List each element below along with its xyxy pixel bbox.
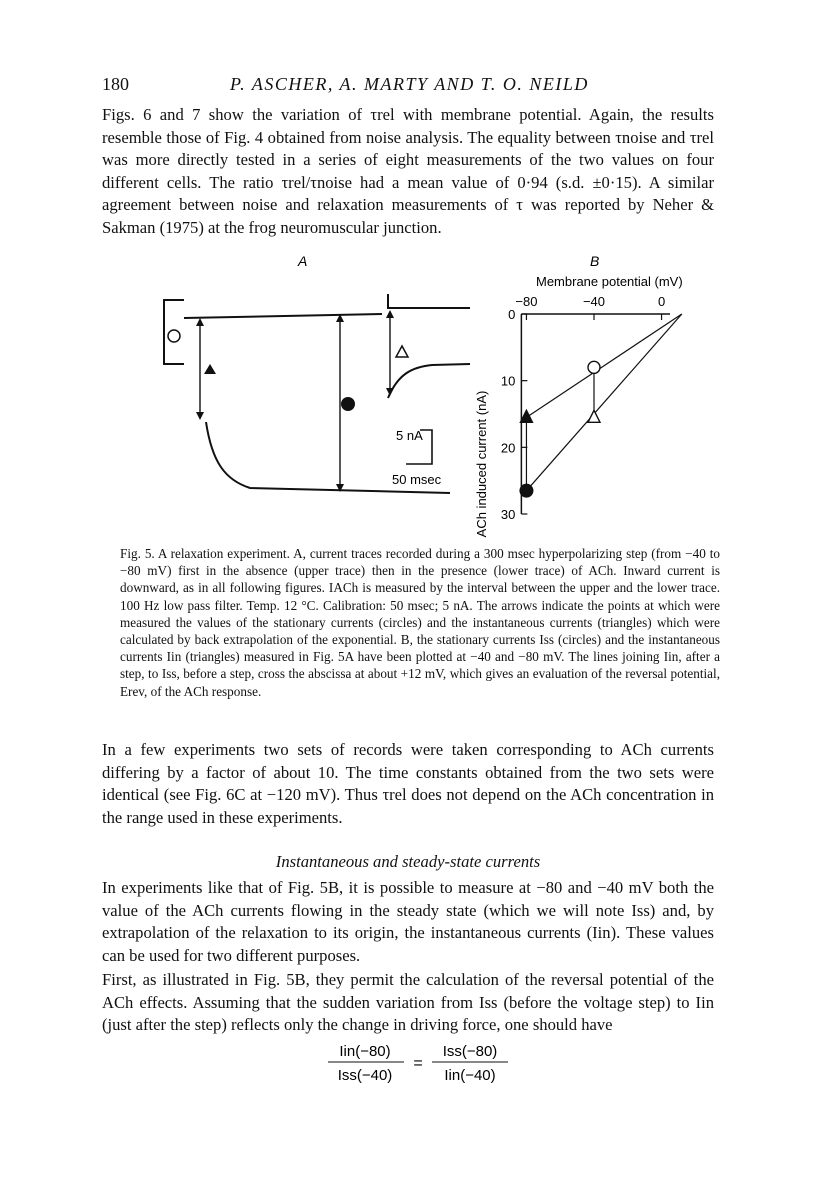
panel-a-traces xyxy=(164,294,470,493)
page-header xyxy=(0,74,816,100)
eq-den-left: Iss(−40) xyxy=(337,1067,393,1084)
iss-point xyxy=(588,361,600,373)
plot-b xyxy=(501,294,682,522)
eq-num-left: Iin(−80) xyxy=(339,1043,391,1060)
triangle-marker-open xyxy=(396,346,408,357)
paragraph-4: First, as illustrated in Fig. 5B, they permit the calculation of the reversal potential of the ACh effects. Assuming that the sudden variation from Iss (before the voltage step) to Iin (just after the step) reflects only the change in driving force, one should have xyxy=(102,970,714,1035)
y-tick-label: 10 xyxy=(500,373,516,389)
running-title: P. ASCHER, A. MARTY AND T. O. NEILD xyxy=(230,74,589,94)
calibration-current-label: 5 nA xyxy=(396,428,423,443)
y-axis-title: ACh induced current (nA) xyxy=(474,390,489,538)
y-tick-label: 20 xyxy=(500,440,516,456)
iin-point xyxy=(520,410,532,422)
section-heading: Instantaneous and steady-state currents xyxy=(275,852,541,871)
iss-point xyxy=(519,484,533,498)
eq-den-right: Iin(−40) xyxy=(444,1067,496,1084)
equation xyxy=(320,1036,520,1086)
panel-b-label: B xyxy=(590,253,600,269)
triangle-marker-filled xyxy=(204,364,216,374)
circle-marker-open xyxy=(168,330,180,342)
eq-equals: = xyxy=(413,1055,423,1072)
paragraph-2: In a few experiments two sets of records were taken corresponding to ACh currents differing by a factor of about 10. The time constants obtained from the two sets were identical (see Fig. 6C at −120 mV). Thus τrel does not depend on the ACh concentration in the range used in these experiments. xyxy=(102,740,714,827)
paragraph-3: In experiments like that of Fig. 5B, it is possible to measure at −80 and −40 mV both the value of the ACh currents flowing in the steady state (which we will note Iss) and, by extrapolation of the relaxation to its origin, the instantaneous currents (Iin). These values can be used for two different purposes. xyxy=(102,878,714,965)
calibration-time-label: 50 msec xyxy=(392,472,442,487)
eq-num-right: Iss(−80) xyxy=(442,1043,498,1060)
lower-trace-relax xyxy=(388,364,470,398)
circle-marker-filled xyxy=(341,397,355,411)
iin-point xyxy=(588,410,600,422)
x-axis-title: Membrane potential (mV) xyxy=(536,274,683,289)
page-number: 180 xyxy=(102,74,129,94)
y-tick-label: 30 xyxy=(500,507,516,522)
paragraph-1: Figs. 6 and 7 show the variation of τrel with membrane potential. Again, the results resemble those of Fig. 4 obtained from noise analysis. The equality between τnoise and τrel was more directly tested in a series of eight measurements of the two values on four different cells. The ratio τrel/τnoise had a mean value of 0·94 (s.d. ±0·15). A similar agreement between noise and relaxation measurements of τ was reported by Neher & Sakman (1975) at the frog neuromuscular junction. xyxy=(102,105,714,237)
panel-a-label: A xyxy=(298,253,308,269)
y-tick-label: 0 xyxy=(508,307,516,322)
arrow-heads xyxy=(196,310,394,492)
x-tick-label: −40 xyxy=(582,294,606,309)
upper-trace xyxy=(184,314,382,318)
figure-5 xyxy=(150,252,710,542)
x-tick-label: 0 xyxy=(657,294,666,309)
upper-trace-step xyxy=(388,294,470,308)
figure-caption: Fig. 5. A relaxation experiment. A, current traces recorded during a 300 msec hyperpolarizing step (from −40 to −80 mV) first in the absence (upper trace) then in the presence (lower trace) of ACh. Inward current is downward, as in all following figures. IACh is measured by the interval between the upper and the lower trace. 100 Hz low pass filter. Temp. 12 °C. Calibration: 50 msec; 5 nA. The arrows indicate the points at which were measured the values of the stationary currents (circles) and the instantaneous currents (triangles) which were calculated by back extrapolation of the exponential. B, the stationary currents Iss (circles) and the instantaneous currents Iin (triangles) measured in Fig. 5A have been plotted at −40 and −80 mV. The lines joining Iin, after a step, to Iss, before a step, cross the abscissa at about +12 mV, which gives an evaluation of the reversal potential, Erev, of the ACh response. xyxy=(120,546,720,699)
x-tick-label: −80 xyxy=(515,294,538,309)
